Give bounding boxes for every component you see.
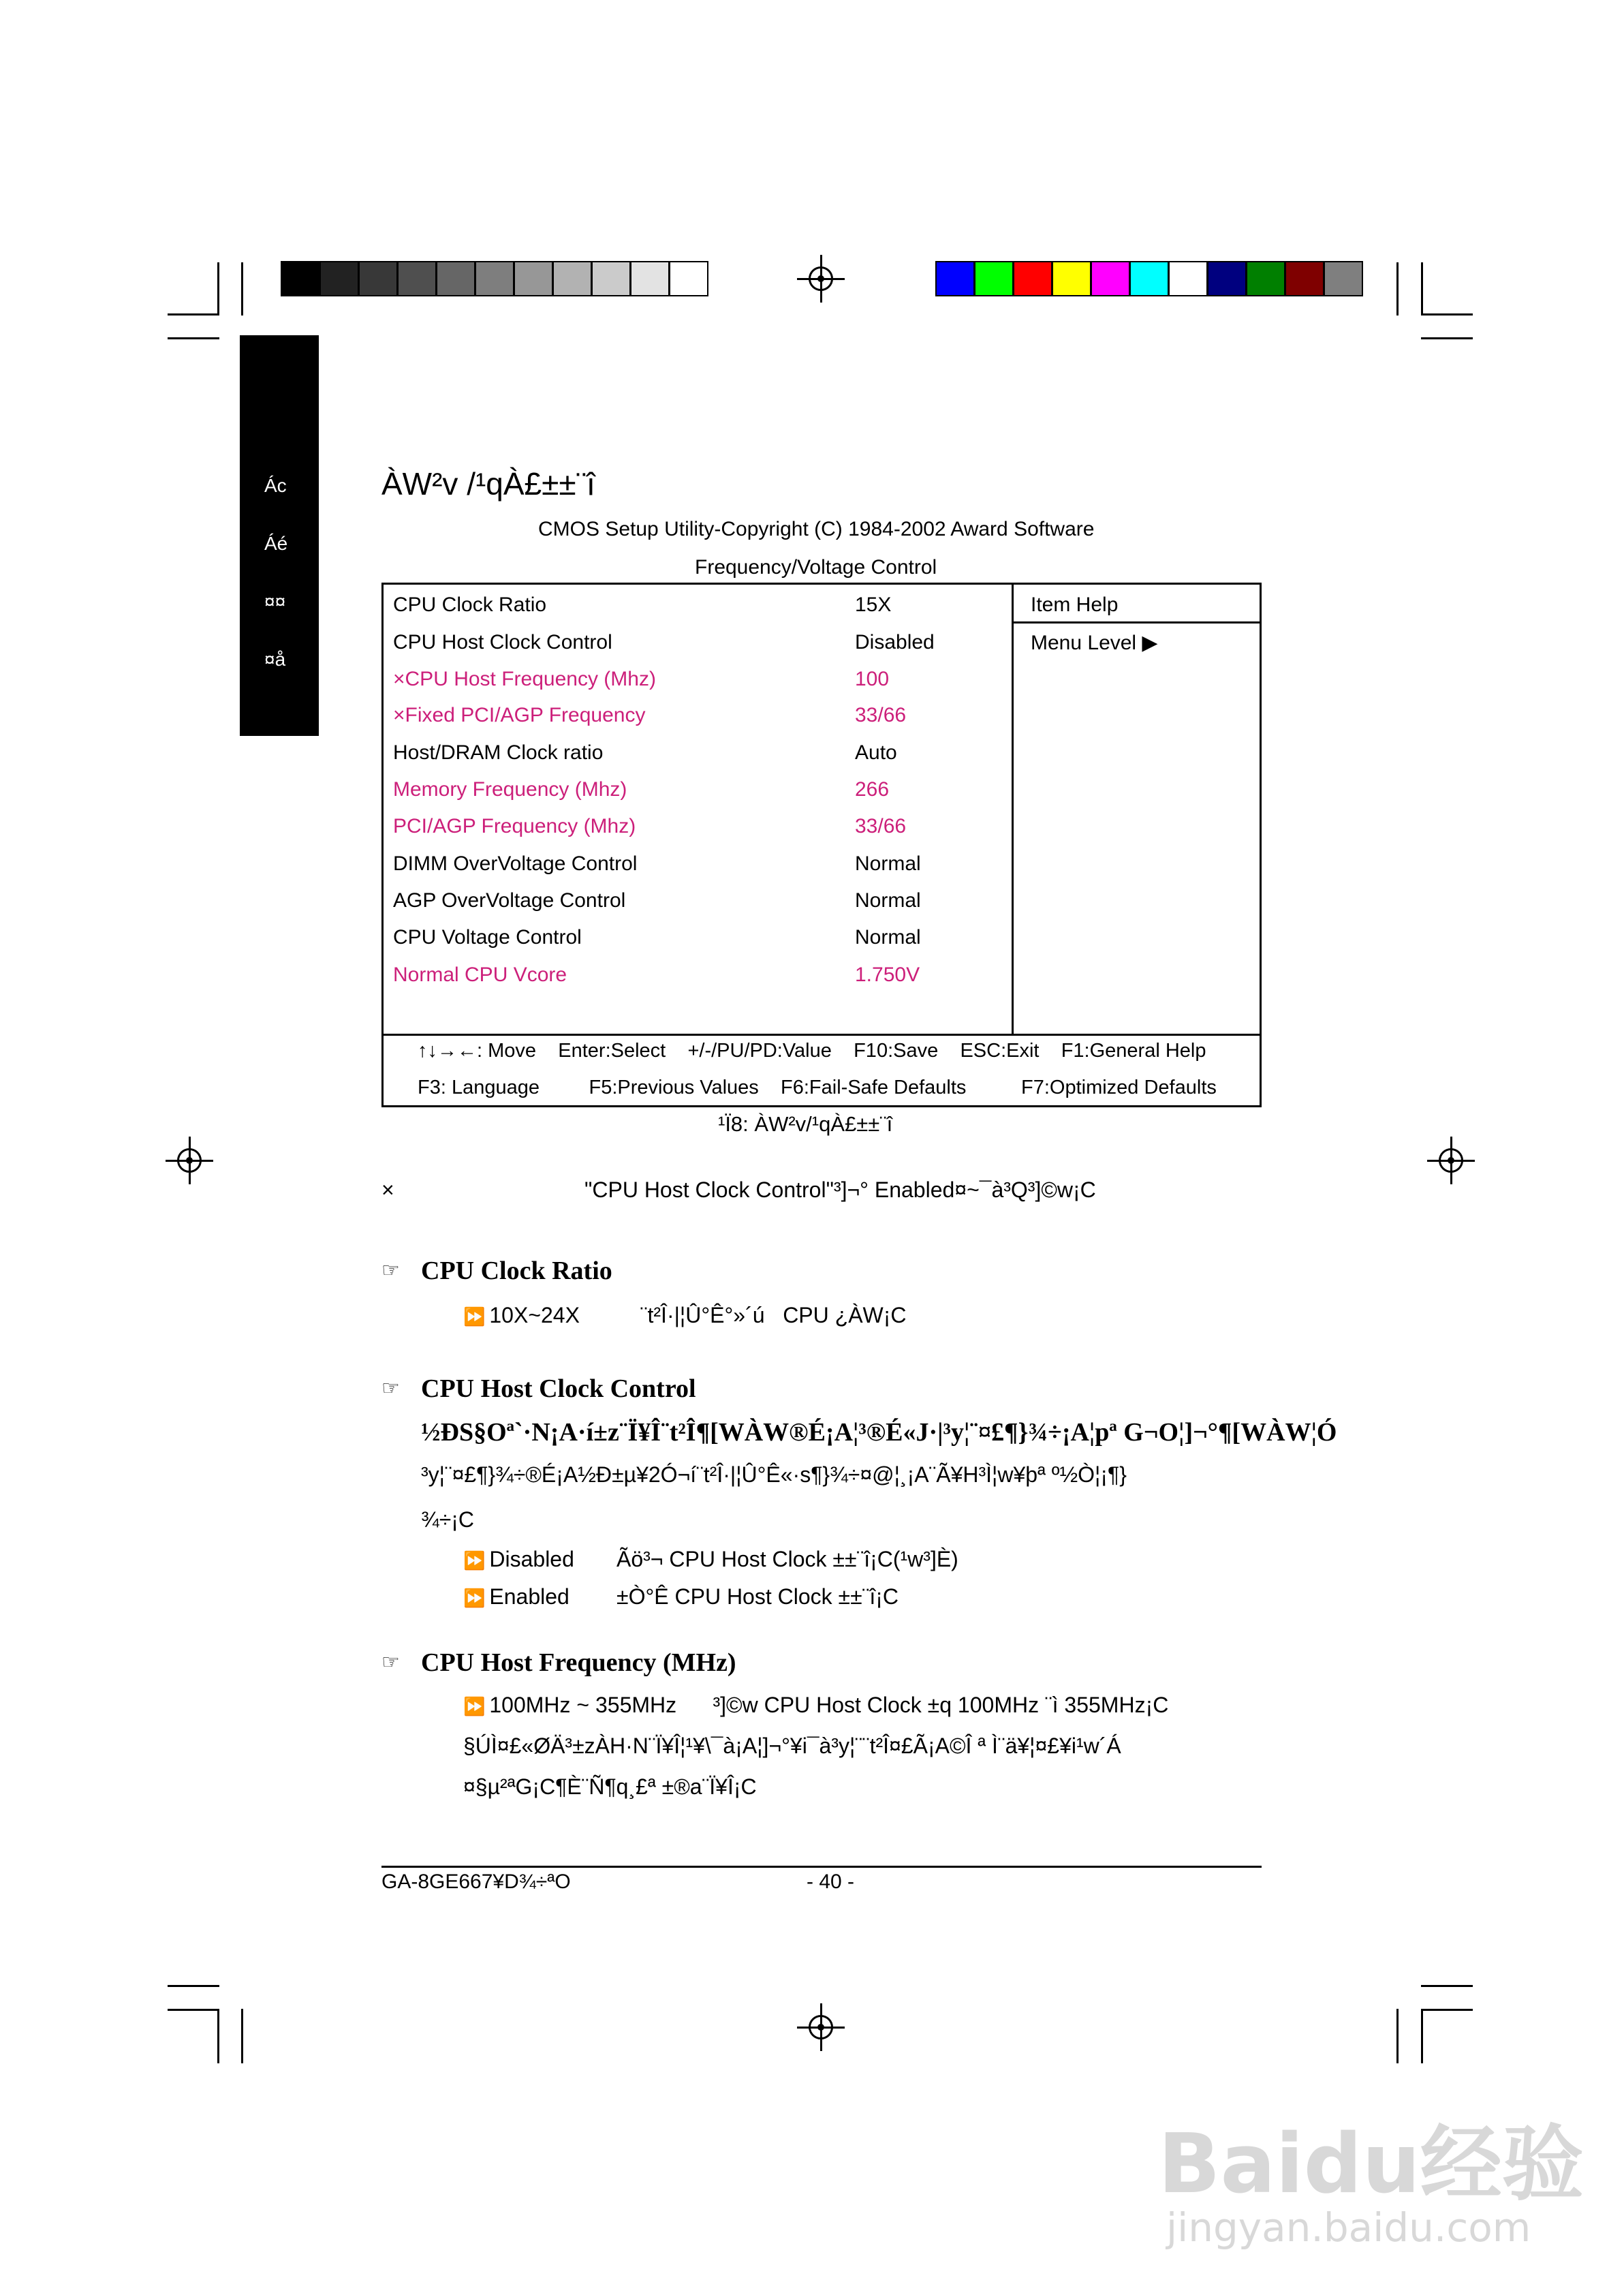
crop-mark (1421, 2009, 1423, 2063)
setting-value: 1.750V (855, 964, 920, 986)
crop-mark (1421, 2009, 1473, 2011)
option-description: ±Ò°Ê CPU Host Clock ±±¨î¡C (616, 1584, 899, 1609)
setting-label: Memory Frequency (Mhz) (393, 778, 627, 801)
setting-label: Host/DRAM Clock ratio (393, 741, 604, 764)
option-line (463, 1584, 569, 1609)
color-swatch (1091, 261, 1130, 296)
section-title: CPU Clock Ratio (421, 1257, 612, 1285)
bios-setting-row (393, 964, 1217, 998)
option-name: Disabled (489, 1547, 574, 1571)
sidebar-item: Áé (264, 533, 288, 554)
bios-setting-row (393, 778, 1217, 812)
watermark-logo: Baidu经验 (1158, 2117, 1584, 2212)
bios-setting-row (393, 668, 1217, 702)
setting-value: 266 (855, 778, 890, 801)
setting-value[interactable]: Normal (855, 852, 921, 875)
color-swatch (1052, 261, 1091, 296)
sidebar-item: ¤¤ (264, 591, 286, 612)
option-line (463, 1547, 574, 1572)
setting-value[interactable]: Normal (855, 926, 921, 949)
setting-value[interactable]: Normal (855, 889, 921, 912)
body-paragraph: ¾÷¡C (421, 1507, 475, 1532)
figure-caption: ¹Ï8: ÀW²v/¹qÀ£±±¨î (718, 1112, 893, 1136)
setting-value: 33/66 (855, 815, 907, 837)
key-help-line-1: ↑↓→←: Move Enter:Select +/-/PU/PD:Value F10:Save ESC:Exit F1:General Help (418, 1040, 1206, 1062)
color-swatch (1285, 261, 1324, 296)
setting-label: Normal CPU Vcore (393, 964, 567, 986)
body-paragraph: ¤§µ²ªG¡C¶È¨Ñ¶q¸£ª ±®a¨Ï¥Î¡C (463, 1774, 757, 1799)
gray-swatch (281, 261, 320, 296)
bios-settings-panel (381, 583, 1262, 1107)
color-swatch (1246, 261, 1285, 296)
setting-label: CPU Voltage Control (393, 926, 582, 949)
crop-mark (1396, 262, 1399, 315)
double-arrow-icon: ⏩ (463, 1550, 486, 1571)
registration-mark-icon (797, 2003, 845, 2051)
option-text: 100MHz ~ 355MHz ³]©w CPU Host Clock ±q 100MHz ¨ì 355MHz¡C (489, 1693, 1169, 1717)
crop-mark (217, 262, 219, 315)
crop-mark (1396, 2009, 1399, 2063)
bios-setting-row[interactable] (393, 926, 1217, 960)
bios-setting-row[interactable] (393, 852, 1217, 887)
setting-value: 33/66 (855, 704, 907, 726)
page-heading: ÀW²v /¹qÀ£±±¨î (381, 466, 595, 502)
body-paragraph: §ÚÌ¤£«ØÄ³±zÀH·N¨Ï¥Î¦¹¥\¯à¡A¦]¬°¥i¯à³y¦¨¨t²Î¤£Ã¡A©Î ª Ì¨ä¥¦¤£¥i¹w´Á (463, 1734, 1121, 1758)
bios-header-menu-title: Frequency/Voltage Control (695, 556, 937, 579)
color-swatch (935, 261, 975, 296)
crop-mark (1421, 262, 1423, 315)
bios-setting-row[interactable] (393, 594, 1217, 628)
body-paragraph: ½ÐS§Oª`·N¡A·í±z¨Ï¥Î¨t²Î¶[WÀW®É¡A¦³®É«J·|³y¦¨¤£¶}¾÷¡A¦pª G¬O¦]¬°¶[WÀW¦Ó (421, 1418, 1337, 1447)
footer-rule (384, 1034, 1262, 1036)
gray-swatch (436, 261, 475, 296)
option-line (463, 1303, 907, 1328)
bios-header-copyright: CMOS Setup Utility-Copyright (C) 1984-2002 Award Software (538, 518, 1095, 540)
section-title: CPU Host Frequency (MHz) (421, 1648, 736, 1677)
crop-mark (1421, 1985, 1473, 1987)
setting-label: CPU Host Clock Control (393, 631, 612, 653)
section-title: CPU Host Clock Control (421, 1374, 696, 1403)
registration-mark-icon (166, 1137, 213, 1184)
crop-mark (217, 2009, 219, 2063)
item-help-title: Item Help (1031, 594, 1119, 616)
key-help-line-2: F3: Language F5:Previous Values F6:Fail-Safe Defaults F7:Optimized Defaults (418, 1077, 1217, 1098)
setting-label: ×CPU Host Frequency (Mhz) (393, 668, 656, 690)
color-swatch (1168, 261, 1208, 296)
footer-rule (381, 1866, 1262, 1868)
gray-swatch (475, 261, 514, 296)
color-swatch (1013, 261, 1052, 296)
gray-swatch (358, 261, 398, 296)
double-arrow-icon: ⏩ (463, 1306, 486, 1327)
color-swatch (1207, 261, 1247, 296)
footer-product: GA-8GE667¥D¾÷ªO (381, 1870, 571, 1893)
sidebar-item: Ác (264, 475, 287, 496)
gray-swatch (591, 261, 631, 296)
setting-label: PCI/AGP Frequency (Mhz) (393, 815, 636, 837)
bios-setting-row[interactable] (393, 741, 1217, 775)
double-arrow-icon: ⏩ (463, 1588, 486, 1608)
setting-label: AGP OverVoltage Control (393, 889, 626, 912)
menu-level-label: Menu Level ▶ (1031, 632, 1158, 654)
setting-value: 100 (855, 668, 890, 690)
setting-label: CPU Clock Ratio (393, 594, 547, 616)
sidebar-item: ¤å (264, 649, 286, 670)
crop-mark (168, 1985, 219, 1987)
setting-value[interactable]: Disabled (855, 631, 935, 653)
page-number: - 40 - (807, 1870, 855, 1893)
chapter-sidebar-tab (240, 335, 319, 736)
crop-mark (241, 2009, 243, 2063)
watermark-url: jingyan.baidu.com (1166, 2204, 1531, 2251)
setting-label: DIMM OverVoltage Control (393, 852, 638, 875)
note-mark: × (381, 1177, 394, 1202)
bios-setting-row[interactable] (393, 889, 1217, 923)
crop-mark (1421, 337, 1473, 339)
gray-swatch (514, 261, 553, 296)
double-arrow-icon: ⏩ (463, 1696, 486, 1716)
color-swatch (1324, 261, 1363, 296)
gray-swatch (397, 261, 437, 296)
crop-mark (168, 337, 219, 339)
pointing-hand-icon: ☞ (381, 1651, 400, 1674)
note-text: "CPU Host Clock Control"³]¬° Enabled¤~¯à³Q³]©w¡C (584, 1177, 1096, 1202)
registration-mark-icon (797, 255, 845, 303)
pointing-hand-icon: ☞ (381, 1259, 400, 1282)
setting-value[interactable]: Auto (855, 741, 897, 764)
option-text: 10X~24X ¨t²Î·|¦Û°Ê°»´ú CPU ¿ÀW¡C (489, 1303, 907, 1327)
gray-swatch (319, 261, 359, 296)
setting-label: ×Fixed PCI/AGP Frequency (393, 704, 646, 726)
bios-setting-row (393, 815, 1217, 849)
bios-setting-row (393, 704, 1217, 738)
color-swatch (1129, 261, 1169, 296)
option-description: Ãö³¬ CPU Host Clock ±±¨î¡C(¹w³]È) (616, 1547, 958, 1571)
bios-setting-row[interactable] (393, 631, 1217, 665)
gray-swatch (630, 261, 670, 296)
crop-mark (1421, 313, 1473, 315)
pointing-hand-icon: ☞ (381, 1377, 400, 1400)
crop-mark (168, 313, 219, 315)
option-name: Enabled (489, 1584, 569, 1609)
color-swatch (974, 261, 1014, 296)
option-line (463, 1693, 1168, 1718)
body-paragraph: ³y¦¨¤£¶}¾÷®É¡A½Ð±µ¥2Ó¬í¨t²Î·|¦Û°Ê«·s¶}¾÷¤@¦¸¡A¨Ã¥H³Ì¦w¥þª º½Ò¦¡¶} (421, 1462, 1127, 1487)
gray-swatch (552, 261, 592, 296)
crop-mark (168, 2009, 219, 2011)
crop-mark (241, 262, 243, 315)
registration-mark-icon (1427, 1137, 1475, 1184)
setting-value[interactable]: 15X (855, 594, 892, 616)
gray-swatch (669, 261, 708, 296)
